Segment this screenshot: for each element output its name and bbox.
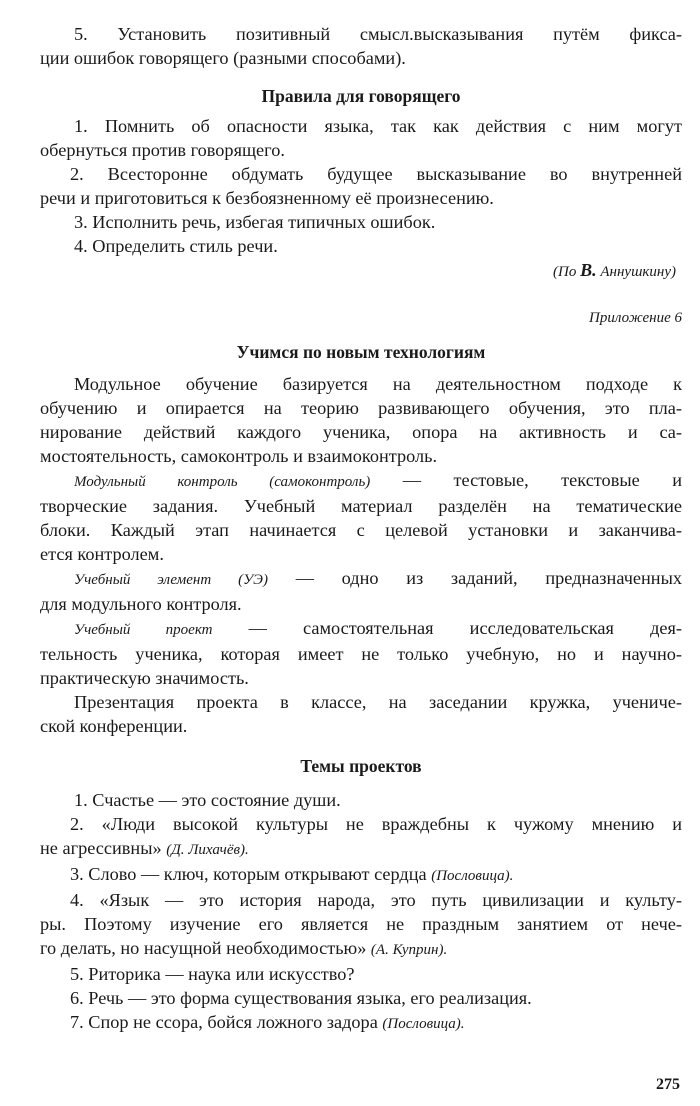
topic-4-line-1: 4. «Язык — это история народа, это путь цивилизации и культу- [70,890,682,910]
term-learning-element: Учебный элемент (УЭ) [74,572,268,588]
tech-p5-line-2: ской конференции. [40,716,188,736]
tech-p3-line-1: Учебный элемент (УЭ) — одно из заданий, предназначенных [74,568,682,588]
rule-4: 4. Определить стиль речи. [74,236,278,256]
term-modular-control: Модульный контроль (самоконтроль) [74,474,371,490]
rules-source: (По В. Аннушкину) [553,260,676,280]
tech-p4-line-1: Учебный проект — самостоятельная исследовательская дея- [74,618,682,638]
tech-p4-line-3: практическую значимость. [40,668,249,688]
rule-1-line-2: обернуться против говорящего. [40,140,285,160]
topic-1: 1. Счастье — это состояние души. [74,790,341,810]
intro-line-1: 5. Установить позитивный смысл.высказывания путём фикса- [74,24,682,44]
tech-p5-line-1: Презентация проекта в классе, на заседании кружка, учениче- [74,692,682,712]
rule-3: 3. Исполнить речь, избегая типичных ошибок. [74,212,436,232]
topic-2-line-1: 2. «Люди высокой культуры не враждебны к чужому мнению и [70,814,682,834]
tech-p2-line-3: блоки. Каждый этап начинается с целевой установки и заканчива- [40,520,682,540]
tech-p3-line-2: для модульного контроля. [40,594,242,614]
page-content [40,22,682,1036]
topics-heading: Темы проектов [300,756,422,776]
tech-p2-line-2: творческие задания. Учебный материал разделён на тематические [40,496,682,516]
tech-p2-line-1: Модульный контроль (самоконтроль) — тестовые, текстовые и [74,470,682,490]
page-number: 275 [656,1076,680,1093]
tech-p1-line-4: мостоятельность, самоконтроль и взаимоконтроль. [40,446,438,466]
rule-1-line-1: 1. Помнить об опасности языка, так как действия с ним могут [74,116,682,136]
topic-5: 5. Риторика — наука или искусство? [70,964,355,984]
tech-p4-line-2: тельность ученика, которая имеет не только учебную, но и научно- [40,644,682,664]
rules-heading: Правила для говорящего [261,86,461,106]
rule-2-line-1: 2. Всесторонне обдумать будущее высказывание во внутренней [70,164,682,184]
topic-3: 3. Слово — ключ, которым открывают сердца (Пословица). [70,864,514,884]
intro-line-2: ции ошибок говорящего (разными способами). [40,48,406,68]
topic-6: 6. Речь — это форма существования языка, его реализация. [70,988,532,1008]
tech-p1-line-1: Модульное обучение базируется на деятельностном подходе к [74,374,682,394]
tech-heading: Учимся по новым технологиям [236,342,486,362]
tech-p2-line-4: ется контролем. [40,544,164,564]
rule-2-line-2: речи и приготовиться к безбоязненному её произнесению. [40,188,494,208]
topic-4-line-2: ры. Поэтому изучение его является не праздным занятием от нече- [40,914,682,934]
topic-4-line-3: го делать, но насущной необходимостью» (А. Куприн). [40,938,448,958]
tech-p1-line-2: обучению и опирается на теорию развивающего обучения, это пла- [40,398,682,418]
term-learning-project: Учебный проект [74,622,213,638]
topic-2-line-2: не агрессивны» (Д. Лихачёв). [40,838,249,858]
topic-7: 7. Спор не ссора, бойся ложного задора (Пословица). [70,1012,465,1032]
tech-p1-line-3: нирование действий каждого ученика, опора на активность и са- [40,422,682,442]
appendix-label: Приложение 6 [589,310,682,326]
